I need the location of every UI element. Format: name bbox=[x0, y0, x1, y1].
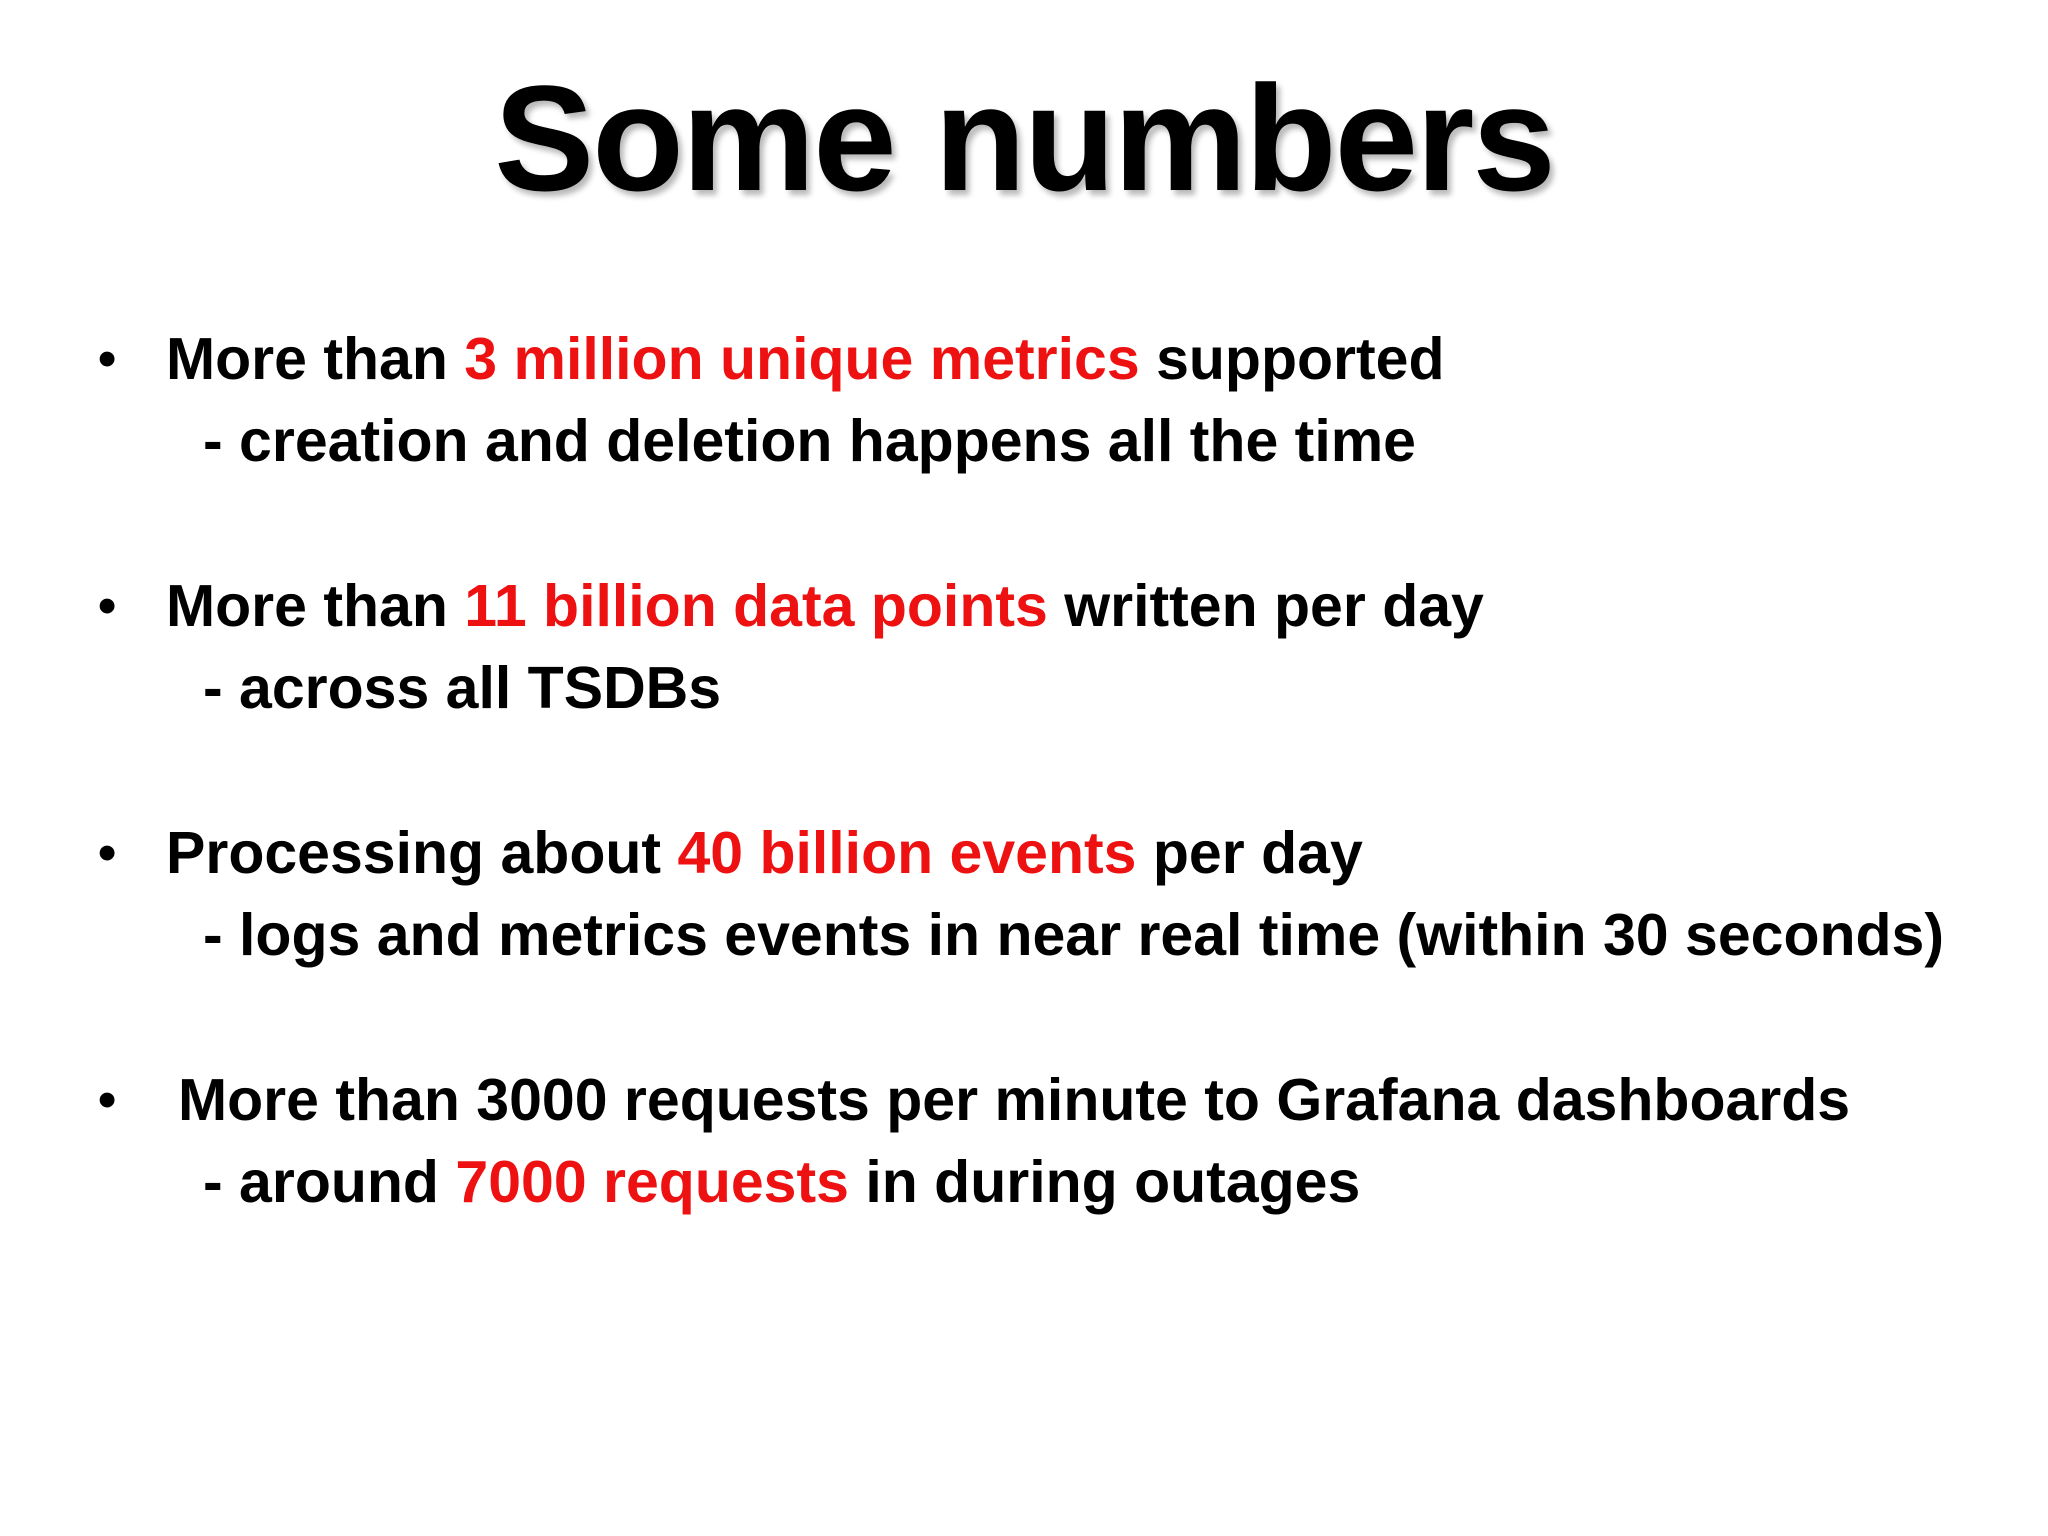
text-plain: supported bbox=[1139, 326, 1445, 392]
text-highlight: 3 million unique metrics bbox=[464, 326, 1140, 392]
bullet-sub-text bbox=[203, 400, 1416, 482]
bullet-sub-text bbox=[203, 1141, 1360, 1223]
text-plain: More than 3000 requests per minute to Grafana dashboards bbox=[178, 1067, 1851, 1133]
text-plain: per day bbox=[1136, 820, 1363, 886]
text-plain: More than bbox=[166, 326, 465, 392]
bullet-sub-text bbox=[203, 894, 1944, 976]
text-highlight: 11 billion data points bbox=[464, 573, 1048, 639]
bullet-main-text bbox=[166, 318, 1445, 400]
bullet-dot-icon: • bbox=[98, 824, 117, 882]
bullet-main-text bbox=[178, 1059, 1850, 1141]
bullet-main-text bbox=[166, 565, 1484, 647]
bullet-dot-icon: • bbox=[98, 330, 117, 388]
bullet-dot-icon: • bbox=[98, 577, 117, 635]
text-plain: - across all TSDBs bbox=[203, 655, 722, 721]
text-plain: More than bbox=[166, 573, 465, 639]
bullet-sub-text bbox=[203, 647, 721, 729]
bullet-dot-icon: • bbox=[98, 1071, 117, 1129]
bullet-main-text bbox=[166, 812, 1363, 894]
text-plain: - creation and deletion happens all the time bbox=[203, 408, 1416, 474]
text-plain: - logs and metrics events in near real time (within 30 seconds) bbox=[203, 902, 1945, 968]
text-plain: Processing about bbox=[166, 820, 678, 886]
slide-title: Some numbers bbox=[494, 54, 1554, 222]
text-highlight: 40 billion events bbox=[677, 820, 1137, 886]
text-plain: written per day bbox=[1047, 573, 1484, 639]
text-plain: - around bbox=[203, 1149, 456, 1215]
text-plain: in during outages bbox=[848, 1149, 1361, 1215]
text-highlight: 7000 requests bbox=[455, 1149, 849, 1215]
